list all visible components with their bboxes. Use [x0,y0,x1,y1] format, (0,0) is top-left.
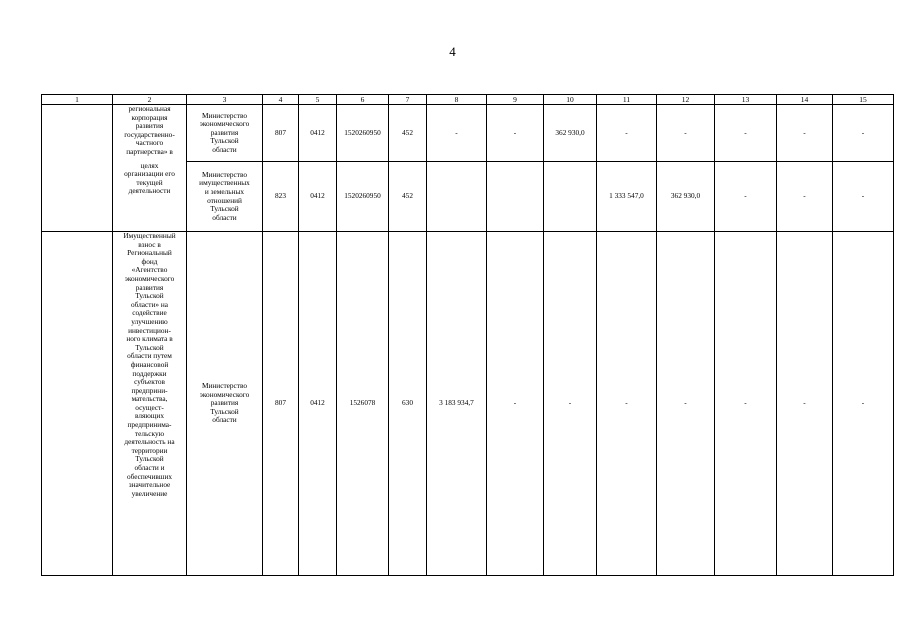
header-cell: 1 [42,95,113,105]
table-cell [487,162,544,232]
table-cell: - [715,162,777,232]
table-cell: - [487,232,544,576]
table-cell: - [657,105,715,162]
table-cell: 807 [263,232,299,576]
table-cell: - [833,232,894,576]
table-cell [427,162,487,232]
budget-table [41,94,894,576]
row-number-cell [42,105,113,232]
table-cell: - [777,105,833,162]
table-cell: 452 [389,162,427,232]
header-cell: 10 [544,95,597,105]
row-number-cell [42,232,113,576]
table-cell: 0412 [299,162,337,232]
ministry-cell [187,232,263,576]
table-cell: - [777,232,833,576]
header-cell: 11 [597,95,657,105]
page-number: 4 [449,44,456,59]
description-cell [113,162,187,232]
table-cell: - [597,232,657,576]
header-cell: 6 [337,95,389,105]
table-cell: - [777,162,833,232]
table-cell: 1520260950 [337,162,389,232]
table-cell: - [544,232,597,576]
table-cell: 823 [263,162,299,232]
header-cell: 14 [777,95,833,105]
table-cell: - [715,232,777,576]
description-text: Имущественный взнос в Региональный фонд «Агентство экономического развития Тульской области» на содействие улучшению инвестицион- ного климата в Тульской области путем финансовой поддержки субъектов предприни- мательства, осущест- вляющих предпринима- тельскую деятельность на территории Тульской области и обеспечивших значительное увеличение [123,231,176,498]
table-cell: - [427,105,487,162]
description-text: целях организации его текущей деятельности [124,161,175,196]
table-cell: - [715,105,777,162]
ministry-text: Министерство экономического развития Тульской области [199,110,250,154]
table-cell: 362 930,0 [544,105,597,162]
table-row [42,162,894,232]
table-cell: 807 [263,105,299,162]
ministry-text: Министерство экономического развития Тульской области [199,381,250,425]
table-row [42,232,894,576]
header-cell: 9 [487,95,544,105]
header-cell: 5 [299,95,337,105]
header-cell: 12 [657,95,715,105]
table-cell: - [833,162,894,232]
header-cell: 13 [715,95,777,105]
ministry-cell [187,162,263,232]
table-cell: - [597,105,657,162]
header-cell: 15 [833,95,894,105]
table-cell: - [833,105,894,162]
description-cell [113,232,187,576]
header-cell: 2 [113,95,187,105]
table-cell: 452 [389,105,427,162]
table-cell: 1526078 [337,232,389,576]
header-cell: 4 [263,95,299,105]
table-row [42,105,894,162]
description-text: региональная корпорация развития государственно- частного партнерства» в [124,104,175,156]
table-header-row [42,95,894,105]
table-cell: 0412 [299,105,337,162]
ministry-text: Министерство имущественных и земельных отношений Тульской области [199,169,250,222]
table-cell: 0412 [299,232,337,576]
header-cell: 3 [187,95,263,105]
ministry-cell [187,105,263,162]
table-cell: 1520260950 [337,105,389,162]
table-cell: 630 [389,232,427,576]
header-cell: 7 [389,95,427,105]
table-cell: 1 333 547,0 [597,162,657,232]
table-cell: - [487,105,544,162]
header-cell: 8 [427,95,487,105]
table-cell: 362 930,0 [657,162,715,232]
description-cell [113,105,187,162]
table-cell: 3 183 934,7 [427,232,487,576]
table-cell [544,162,597,232]
table-cell: - [657,232,715,576]
